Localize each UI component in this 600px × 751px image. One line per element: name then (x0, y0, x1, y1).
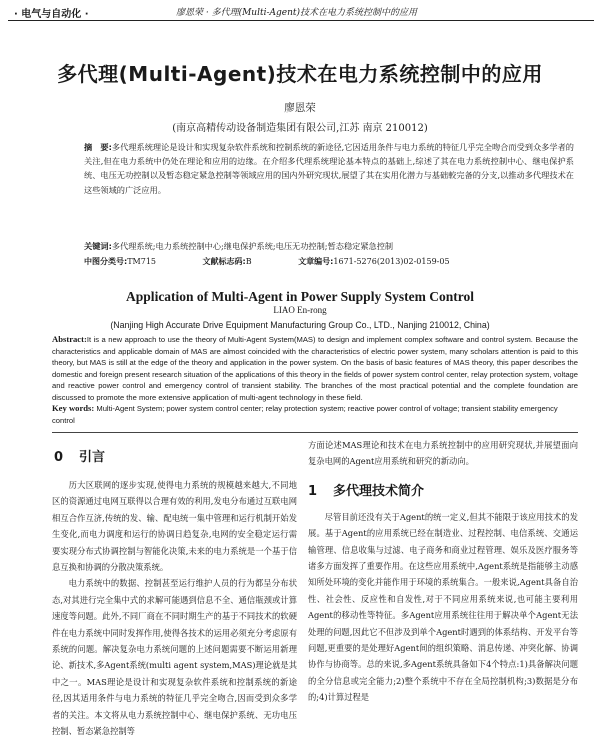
article-no-value: 1671-5276(2013)02-0159-05 (333, 257, 450, 266)
section-0-heading (54, 446, 297, 465)
intro-continuation: 方面论述MAS理论和技术在电力系统控制中的应用研究现状,并展望面向复杂电网的Agent应用系统和研究的新动向。 (308, 440, 578, 467)
keywords-en-label: Key words: (52, 403, 95, 413)
clc-value: TM715 (127, 257, 156, 266)
paper-title-cn: 多代理(Multi-Agent)技术在电力系统控制中的应用 (57, 62, 543, 86)
affiliation-en: (Nanjing High Accurate Drive Equipment Manufacturing Group Co., LTD., Nanjing 210012, China) (110, 320, 490, 330)
running-header (0, 0, 600, 22)
running-title: 廖恩荣 · 多代理(Multi-Agent)技术在电力系统控制中的应用 (176, 8, 418, 18)
keywords-en-text: Multi-Agent System; power system control center; relay protection system; reactive power control of voltage; transient stability emergency control (52, 404, 558, 425)
paper-title-en: Application of Multi-Agent in Power Supply System Control (126, 289, 474, 304)
doc-code-label: 文献标志码: (202, 257, 246, 266)
keywords-cn-text: 多代理系统;电力系统控制中心;继电保护系统;电压无功控制;暂态稳定紧急控制 (111, 241, 394, 251)
abstract-en (52, 334, 578, 404)
abstract-en-text: It is a new approach to use the theory of Multi-Agent System(MAS) to design and implement complex software and control system. Because the characteristics and applicable domain of MAS are almost coincided with the characteristics of electric power system, many scholars attention is paid to this theory, but MAS is still at the edge of the theory and application in the power system. On the basis of basic features of MAS theory, this paper describes the domestic and foreign present research situation of the applications of this theory in the fields of power system control center, relay protection system, voltage and reactive power control and emergency control of transient stability. The branches of the most practical potential and the complete foundation are discussed to promote the more extensive application of multi-agent technology in these field. (52, 335, 578, 402)
section-divider (52, 432, 578, 433)
header-rule (8, 20, 594, 21)
journal-section: · 电气与自动化 · (14, 9, 89, 20)
doc-code-value: B (245, 257, 252, 266)
section-0-number: 0 (54, 450, 64, 465)
section-1-heading (308, 480, 578, 499)
abstract-cn-text: 多代理系统理论是设计和实现复杂软件系统和控制系统的新途径,它因适用条件与电力系统的特征几乎完全吻合而受到众多学者的关注,但在电力系统中仍处在理论和应用的边缘。在介绍多代理系统理论基本特点的基础上,综述了其在电力系统控制中心、继电保护系统、电压无功控制以及暂态稳定紧急控制等领域应用的国内外研究现状,展望了其在实用化潜力与基础較完备的分支,以推动多代理技术在这些领域的广泛应用。 (84, 142, 574, 195)
keywords-en (52, 403, 578, 426)
abstract-cn (84, 140, 574, 197)
section-1-paragraph: 尽管目前还没有关于Agent的统一定义,但其不能限于该应用技术的发展。基于Agent的应用系统已经在制造业、过程控制、电信系统、交通运输管理、信息收集与过滤、电子商务和商业过程管理、娱乐及医疗服务等诸多方面发挥了重要作用。在这些应用系统中,Agent系统是指能够主动感知所处环境的变化并能作用于环境的系统集合。一般来说,Agent具备自治性、社会性、反应性和自发性,对于不同应用系统来说,也可能主要利用Agent的移动性等特征。多Agent应用系统往往用于解决单个Agent无法处理的问题,因此它不但涉及到单个Agent时遇到的体系结构、开发平台等问题,更重要的是处理好Agent间的组织策略、消息传递、冲突化解、协调协作与协商等。总的来说,多Agent系统具备如下4个特点:1)具备解决问题的全分信息或完全能力;2)整个系统中不存在全局控制机构;3)数据是分布的;4)计算过程是 (308, 511, 578, 703)
section-1-number: 1 (308, 483, 318, 499)
right-column (308, 437, 578, 706)
abstract-en-label: Abstract: (52, 334, 87, 344)
section-0-title: 引言 (79, 450, 106, 465)
left-column (52, 446, 297, 740)
abstract-cn-label: 摘 要: (84, 142, 112, 152)
section-1-title: 多代理技术简介 (333, 483, 425, 499)
clc-label: 中图分类号: (84, 257, 128, 266)
article-no-label: 文章编号: (298, 257, 334, 266)
affiliation-cn: (南京高精传动设备制造集团有限公司,江苏 南京 210012) (172, 123, 428, 134)
intro-paragraph-1: 历大区联网的逐步实现,使得电力系统的规模越来越大,不同地区的资源通过电网互联得以合理有效的利用,发电分布通过互联电网相互合作互济,传统的发、输、配电统一集中管理和运行机制开始发生变化,而电力调度和运行的协调日趋复杂,电网的安全稳定运行需要实现分布式协调控制与智能化决策,未来的电力系统是一个基于信息互换和协调的分散决策系统。 (52, 480, 297, 573)
author-en: LIAO En-rong (273, 305, 327, 315)
keywords-cn (84, 240, 574, 253)
author-cn: 廖恩荣 (284, 102, 316, 114)
keywords-cn-label: 关键词: (84, 241, 112, 251)
intro-paragraph-2: 电力系统中的数据、控制甚至运行维护人员的行为都呈分布状态,对其进行完全集中式的求解可能遇到信息不全、通信瓶颈或计算速度等问题。此外,不同厂商在不同时期生产的基于不同技术的软硬件在电力系统中同时发挥作用,使得各技术的运用必须充分考虑原有系统的问题。解决复杂电力系统问题的上述问题需要不断运用新理论、新技术,多Agent系统(multi agent system,MAS)理论就是其中之一。MAS理论是设计和实现复杂软件系统和控制系统的新途径,因其适用条件与电力系统的特征几乎完全吻合,因而受到众多学者的关注。本文将从电力系统控制中心、继电保护系统、无功电压控制、暂态紧急控制等 (52, 578, 297, 737)
classification-ids (84, 256, 574, 267)
